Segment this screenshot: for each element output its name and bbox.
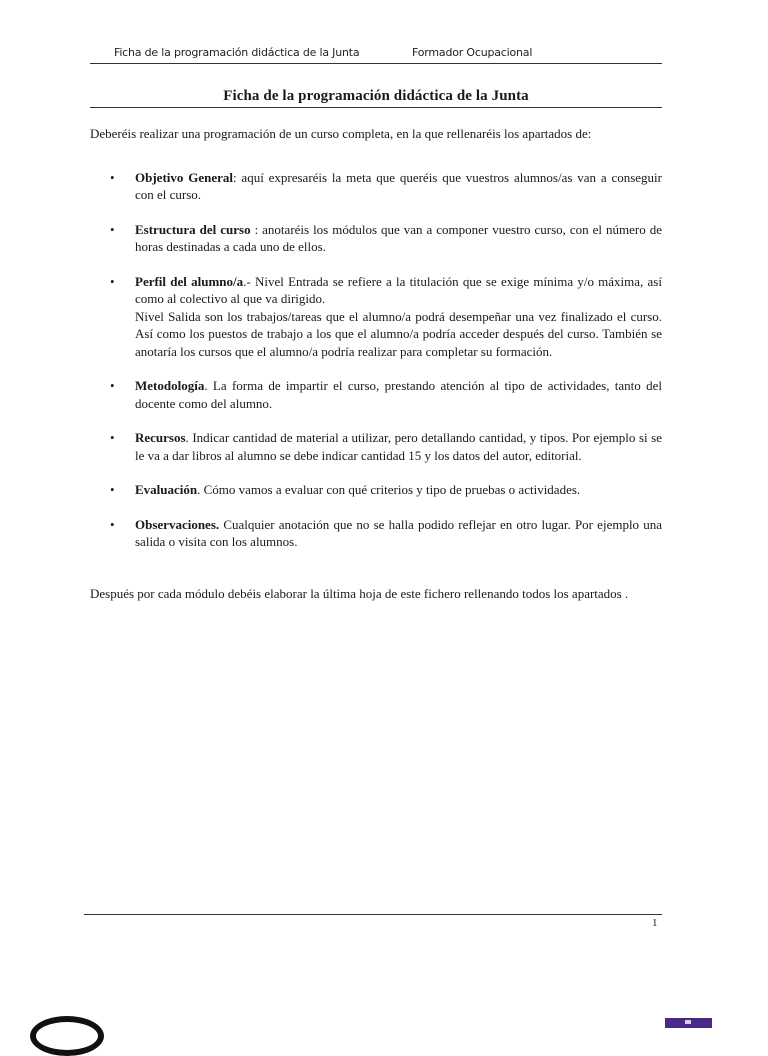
closing-paragraph: Después por cada módulo debéis elaborar la última hoja de este fichero rellenando todos los apartados . bbox=[90, 585, 629, 601]
item-text: : aquí expresaréis la meta que queréis que vuestros alumnos/as van a conseguir con el curso. bbox=[135, 169, 662, 202]
bullet-icon: • bbox=[110, 169, 115, 185]
item-heading: Metodología bbox=[135, 378, 205, 393]
header-left-text: Ficha de la programación didáctica de la Junta bbox=[114, 46, 360, 59]
item-heading: Perfil del alumno/a bbox=[135, 273, 244, 289]
page-number: 1 bbox=[652, 917, 658, 929]
list-item bbox=[90, 516, 662, 551]
item-text: : anotaréis los módulos que van a componer vuestro curso, con el número de horas destinadas a cada uno de ellos. bbox=[135, 221, 662, 254]
list-item bbox=[90, 481, 662, 499]
list-item bbox=[90, 221, 662, 256]
item-heading: Estructura del curso bbox=[135, 221, 251, 237]
intro-paragraph: Deberéis realizar una programación de un curso completa, en la que rellenaréis los apartados de: bbox=[90, 126, 592, 141]
item-heading: Recursos bbox=[135, 430, 186, 445]
item-text-continued: Nivel Salida son los trabajos/tareas que el alumno/a podrá desempeñar una vez finalizado el curso. Así como los puestos de trabajo a los que el alumno/a podría acceder después del curso. También se anotaría los cursos que el alumno/a podría realizar para completar su formación. bbox=[135, 308, 662, 359]
item-text: .- Nivel Entrada se refiere a la titulación que se exige mínima y/o máxima, así como al colectivo al que va dirigido. bbox=[135, 273, 662, 306]
section-list bbox=[90, 169, 662, 551]
document-body bbox=[90, 125, 662, 602]
bullet-icon: • bbox=[110, 378, 115, 393]
list-item bbox=[90, 429, 662, 464]
bullet-icon: • bbox=[110, 482, 115, 497]
bullet-icon: • bbox=[110, 221, 115, 237]
list-item bbox=[90, 377, 662, 412]
item-text: . La forma de impartir el curso, prestando atención al tipo de actividades, tanto del docente como del alumno. bbox=[135, 378, 662, 411]
bullet-icon: • bbox=[110, 516, 115, 532]
publisher-badge-icon bbox=[665, 1018, 712, 1028]
list-item bbox=[90, 273, 662, 361]
header-right-text: Formador Ocupacional bbox=[412, 46, 533, 59]
bullet-icon: • bbox=[110, 430, 115, 445]
item-text: . Cómo vamos a evaluar con qué criterios y tipo de pruebas o actividades. bbox=[197, 482, 581, 497]
item-text: . Indicar cantidad de material a utilizar, pero detallando cantidad, y tipos. Por ejemplo si se le va a dar libros al alumno se debe indicar cantidad 15 y los datos del autor, editorial. bbox=[135, 430, 662, 463]
page-title: Ficha de la programación didáctica de la Junta bbox=[90, 88, 662, 108]
item-heading: Evaluación bbox=[135, 482, 198, 497]
footer-divider bbox=[84, 914, 662, 915]
running-header bbox=[90, 45, 662, 64]
item-heading: Observaciones. bbox=[135, 516, 220, 532]
badge-mark bbox=[685, 1020, 691, 1024]
list-item bbox=[90, 169, 662, 204]
item-text: Cualquier anotación que no se halla podido reflejar en otro lugar. Por ejemplo una salida o visita con los alumnos. bbox=[135, 516, 662, 549]
logo-icon bbox=[30, 1016, 104, 1056]
bullet-icon: • bbox=[110, 273, 115, 289]
item-heading: Objetivo General bbox=[135, 169, 233, 185]
